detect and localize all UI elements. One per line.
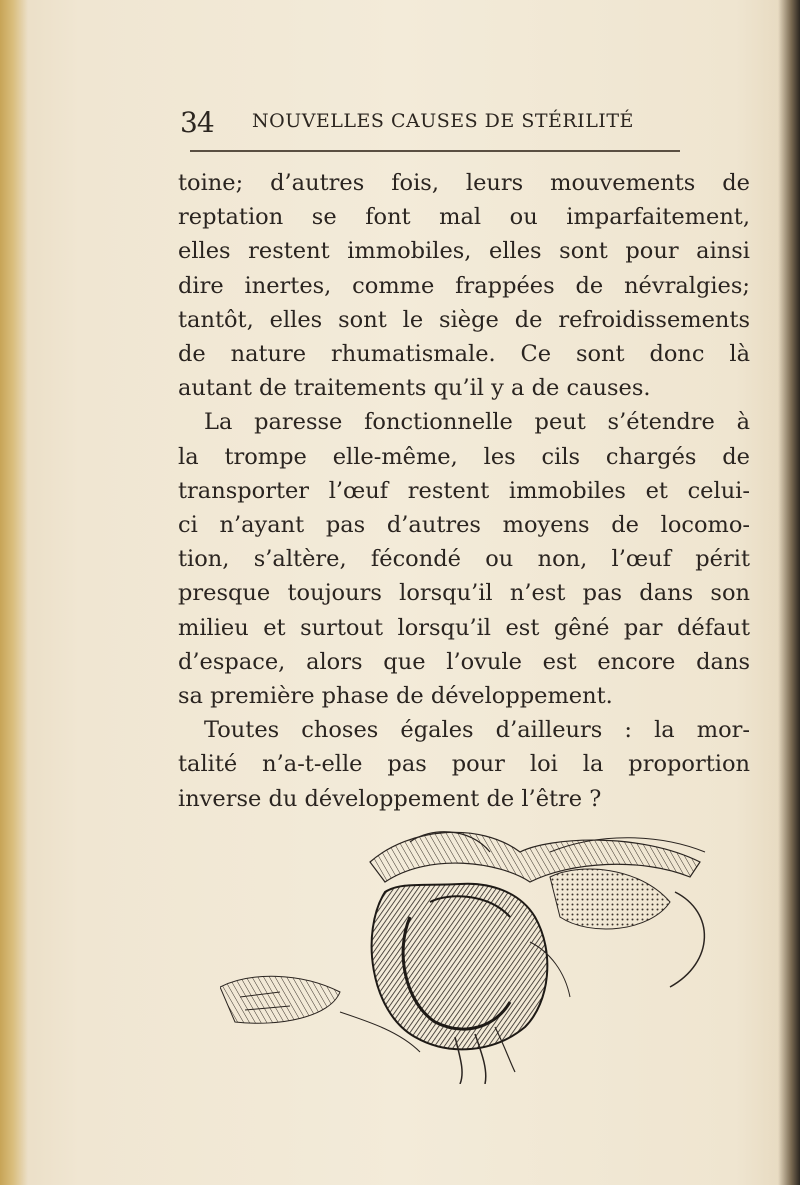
text-line: Toutes choses égales d’ailleurs : la mor- [204,717,750,744]
text-line: milieu et surtout lorsqu’il est gêné par défaut [178,614,750,641]
text-line: la trompe elle-même, les cils chargés de [178,443,750,470]
text-line: sa première phase de développement. [178,683,613,710]
header-rule [190,150,680,152]
text-line: dire inertes, comme frappées de névralgies; [178,272,750,299]
page-left-edge [0,0,28,1185]
text-line: elles restent immobiles, elles sont pour ainsi [178,238,750,265]
text-line: tantôt, elles sont le siège de refroidissements [178,306,750,333]
text-line: ci n’ayant pas d’autres moyens de locomo- [178,512,750,539]
running-title: NOUVELLES CAUSES DE STÉRILITÉ [252,110,634,132]
text-line: toine; d’autres fois, leurs mouvements de [178,170,750,196]
text-line: d’espace, alors que l’ovule est encore dans [178,648,750,675]
page-right-edge [778,0,800,1185]
text-line: tion, s’altère, fécondé ou non, l’œuf périt [178,546,750,573]
body-text [178,166,750,816]
text-line: inverse du développement de l’être ? [178,785,602,812]
text-line: talité n’a-t-elle pas pour loi la proportion [178,751,750,778]
text-line: presque toujours lorsqu’il n’est pas dans son [178,580,750,607]
text-line: autant de traitements qu’il y a de causes. [178,375,651,402]
text-line: reptation se font mal ou imparfaitement, [178,204,750,231]
uterus-engraving-icon [220,822,720,1084]
text-line: transporter l’œuf restent immobiles et celui- [178,477,750,504]
page-header [180,102,700,142]
text-line: de nature rhumatismale. Ce sont donc là [178,341,750,368]
page-number: 34 [180,106,214,139]
text-line: La paresse fonctionnelle peut s’étendre à [204,409,750,436]
anatomical-illustration [220,822,720,1084]
